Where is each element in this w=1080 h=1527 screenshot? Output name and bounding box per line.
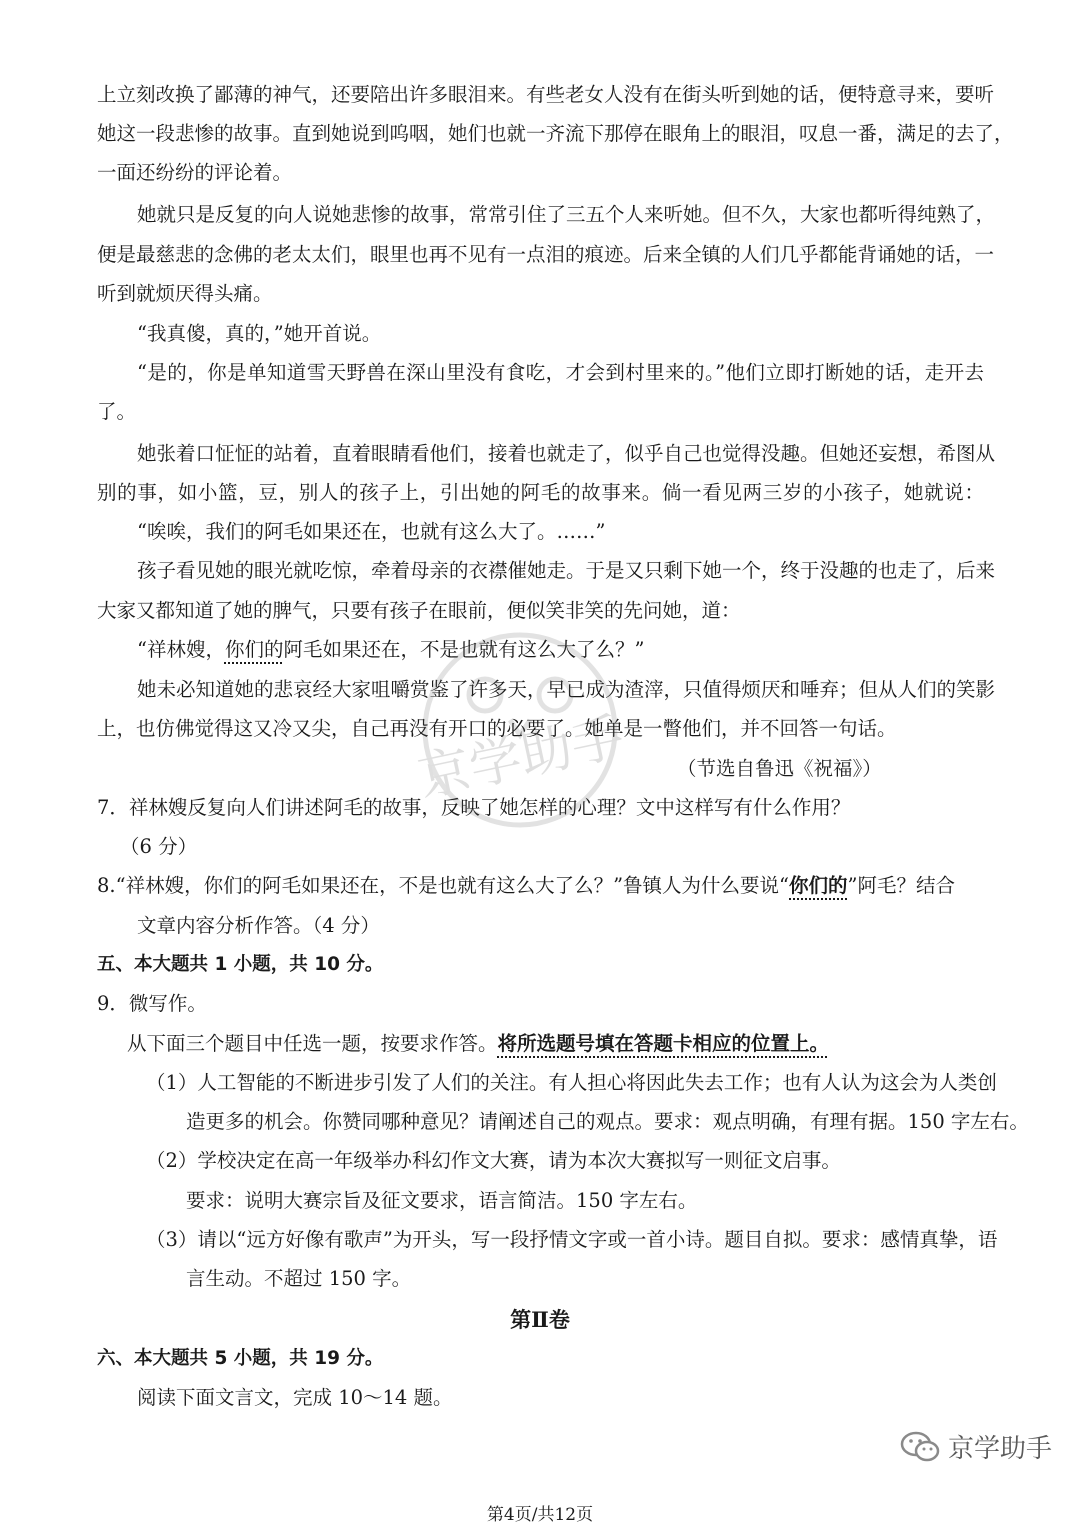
quote-rest: 阿毛如果还在，不是也就有这么大了么？” [283,638,645,661]
option-1: （1）人工智能的不断进步引发了人们的关注。有人担心将因此失去工作；也有人认为这会为人类创 [146,1071,997,1094]
question-8-text: 8.“祥林嫂，你们的阿毛如果还在，不是也就有这么大了么？”鲁镇人为什么要说“ [97,874,790,897]
passage-line: 孩子看见她的眼光就吃惊，牵着母亲的衣襟催她走。于是又只剩下她一个，终于没趣的也走了，后来 [137,559,996,582]
passage-line: “是的，你是单知道雪天野兽在深山里没有食吃，才会到村里来的。”他们立即打断她的话，走开去 [137,361,984,384]
passage-line: 听到就烦厌得头痛。 [97,282,273,305]
option-2: （2）学校决定在高一年级举办科幻作文大赛，请为本次大赛拟写一则征文启事。 [146,1149,841,1172]
passage-line: “唉唉，我们的阿毛如果还在，也就有这么大了。……” [137,520,606,543]
section-6-instruction: 阅读下面文言文，完成 10～14 题。 [137,1386,453,1409]
question-7: 7．祥林嫂反复向人们讲述阿毛的故事，反映了她怎样的心理？文中这样写有什么作用？ [97,796,851,819]
brand-name: 京学助手 [948,1434,1053,1464]
option-2-cont: 要求：说明大赛宗旨及征文要求，语言简洁。150 字左右。 [186,1189,698,1212]
source-citation: （节选自鲁迅《祝福》） [677,757,882,780]
brand-badge [900,1428,1052,1465]
passage-line: 她这一段悲惨的故事。直到她说到呜咽，她们也就一齐流下那停在眼角上的眼泪，叹息一番，满足的去了， [97,122,1014,145]
question-9-instruction [127,1030,829,1058]
option-3: （3）请以“远方好像有歌声”为开头，写一段抒情文字或一首小诗。题目自拟。要求：感情真挚，语 [146,1228,998,1251]
volume-title: 第Ⅱ卷 [510,1307,570,1332]
watermark-text: 京学助手 [413,706,630,809]
passage-line: 一面还纷纷的评论着。 [97,161,293,184]
page-number: 第4页/共12页 [486,1505,594,1525]
passage-line: “我真傻，真的，”她开首说。 [137,322,382,345]
section-6-heading: 六、本大题共 5 小题，共 19 分。 [97,1348,384,1369]
passage-line: 便是最慈悲的念佛的老太太们，眼里也再不见有一点泪的痕迹。后来全镇的人们几乎都能背诵她的话，一 [97,243,995,266]
passage-line: 她就只是反复的向人说她悲惨的故事，常常引住了三五个人来听她。但不久，大家也都听得纯熟了， [137,203,996,226]
question-8-text-end: ”阿毛？结合 [847,874,956,897]
passage-line [137,636,644,664]
passage-line: 她未必知道她的悲哀经大家咀嚼赏鉴了许多天，早已成为渣滓，只值得烦厌和唾弃；但从人们的笑影 [137,678,996,701]
question-7-points: （6 分） [120,835,198,858]
emphasis-text: 你们的 [224,638,284,661]
option-3-cont: 言生动。不超过 150 字。 [186,1267,412,1290]
section-5-heading: 五、本大题共 1 小题，共 10 分。 [97,954,384,975]
passage-line: 了。 [97,400,137,423]
passage-line: 别的事，如小篮，豆，别人的孩子上，引出她的阿毛的故事来。倘一看见两三岁的小孩子，她就说： [97,481,984,504]
question-8 [97,872,955,900]
passage-line: 她张着口怔怔的站着，直着眼睛看他们，接着也就走了，似乎自己也觉得没趣。但她还妄想，希图从 [137,442,996,465]
instruction-text: 从下面三个题目中任选一题，按要求作答。 [127,1032,498,1055]
question-9-title: 9．微写作。 [97,992,207,1015]
passage-line: 上，也仿佛觉得这又冷又尖，自己再没有开口的必要了。她单是一瞥他们，并不回答一句话。 [97,717,897,740]
passage-line: 大家又都知道了她的脾气，只要有孩子在眼前，便似笑非笑的先问她，道： [97,599,741,622]
emphasis-text: 你们的 [789,874,848,897]
quote-start: “祥林嫂， [137,638,225,661]
option-1-cont: 造更多的机会。你赞同哪种意见？请阐述自己的观点。要求：观点明确，有理有据。150 字左右。 [186,1110,1029,1133]
question-8-line2: 文章内容分析作答。（4 分） [137,914,380,937]
instruction-emphasis: 将所选题号填在答题卡相应的位置上。 [497,1032,830,1055]
wechat-icon [900,1430,940,1464]
passage-line: 上立刻改换了鄙薄的神气，还要陪出许多眼泪来。有些老女人没有在街头听到她的话，便特意寻来，要听 [97,83,995,106]
